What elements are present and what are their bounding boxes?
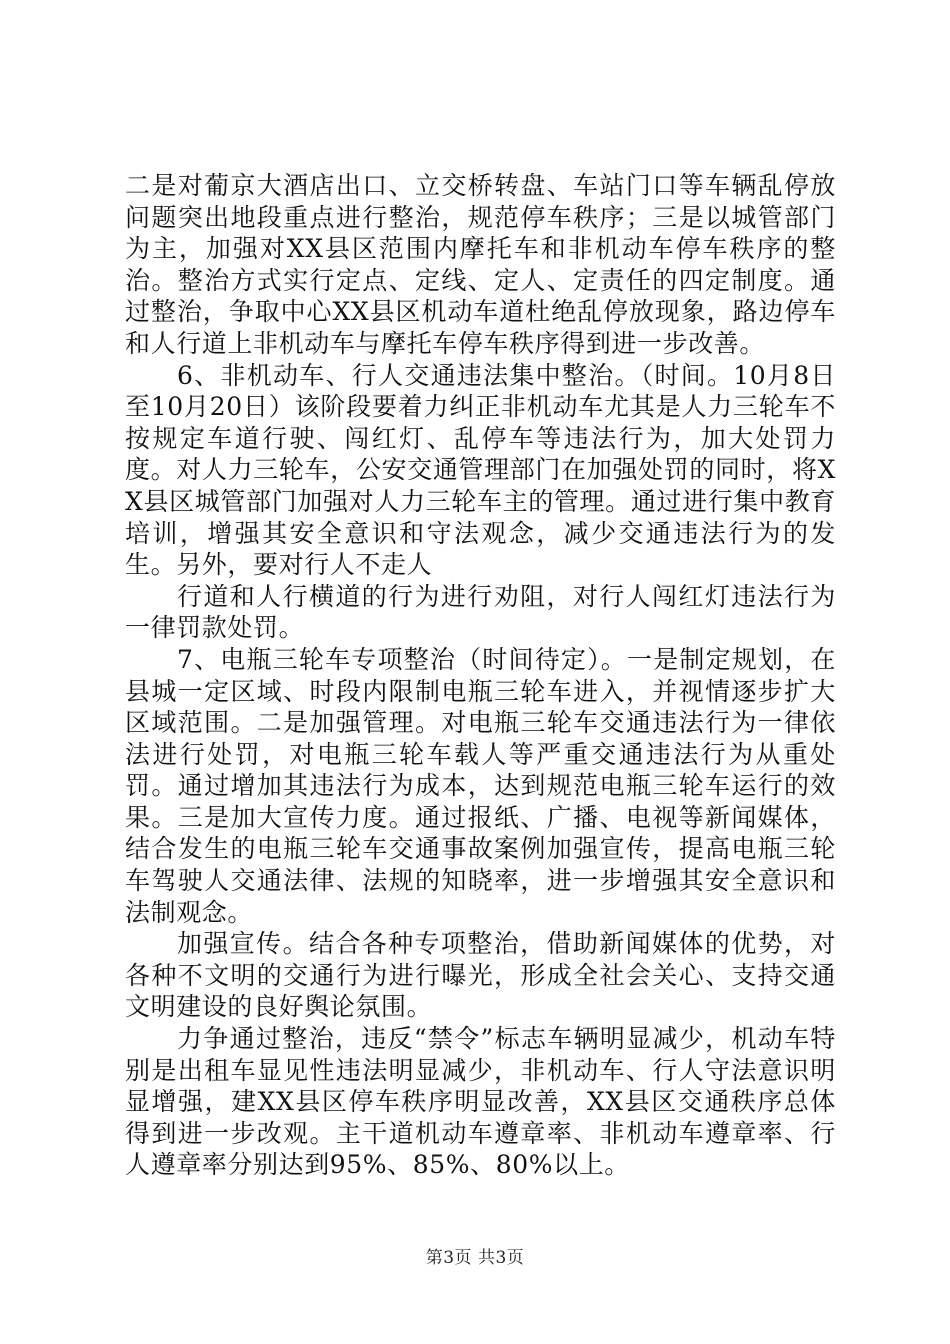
document-body (125, 170, 836, 1181)
paragraph-3: 行道和人行横道的行为进行劝阻，对行人闯红灯违法行为一律罚款处罚。 (125, 581, 836, 643)
paragraph-1: 二是对葡京大酒店出口、立交桥转盘、车站门口等车辆乱停放问题突出地段重点进行整治，规范停车秩序；三是以城管部门为主，加强对XX县区范围内摩托车和非机动车停车秩序的整治。整治方式实行定点、定线、定人、定责任的四定制度。通过整治，争取中心XX县区机动车道杜绝乱停放现象，路边停车和人行道上非机动车与摩托车停车秩序得到进一步改善。 (125, 171, 836, 358)
page-footer: 第3页 共3页 (425, 1248, 525, 1268)
paragraph-5: 加强宣传。结合各种专项整治，借助新闻媒体的优势，对各种不文明的交通行为进行曝光，形成全社会关心、支持交通文明建设的良好舆论氛围。 (125, 929, 836, 1022)
paragraph-6: 力争通过整治，违反“禁令”标志车辆明显减少，机动车特别是出租车显见性违法明显减少，非机动车、行人守法意识明显增强，建XX县区停车秩序明显改善，XX县区交通秩序总体得到进一步改观。主干道机动车遵章率、非机动车遵章率、行人遵章率分别达到95%、85%、80%以上。 (125, 1024, 836, 1180)
paragraph-2: 6、非机动车、行人交通违法集中整治。（时间。10月8日至10月20日）该阶段要着力纠正非机动车尤其是人力三轮车不按规定车道行驶、闯红灯、乱停车等违法行为，加大处罚力度。对人力三轮车，公安交通管理部门在加强处罚的同时，将XX县区城管部门加强对人力三轮车主的管理。通过进行集中教育培训，增强其安全意识和守法观念，减少交通违法行为的发生。另外，要对行人不走人 (125, 360, 836, 580)
paragraph-4: 7、电瓶三轮车专项整治（时间待定）。一是制定规划，在县城一定区域、时段内限制电瓶三轮车进入，并视情逐步扩大区域范围。二是加强管理。对电瓶三轮车交通违法行为一律依法进行处罚，对电瓶三轮车载人等严重交通违法行为从重处罚。通过增加其违法行为成本，达到规范电瓶三轮车运行的效果。三是加大宣传力度。通过报纸、广播、电视等新闻媒体，结合发生的电瓶三轮车交通事故案例加强宣传，提高电瓶三轮车驾驶人交通法律、法规的知晓率，进一步增强其安全意识和法制观念。 (125, 644, 836, 927)
